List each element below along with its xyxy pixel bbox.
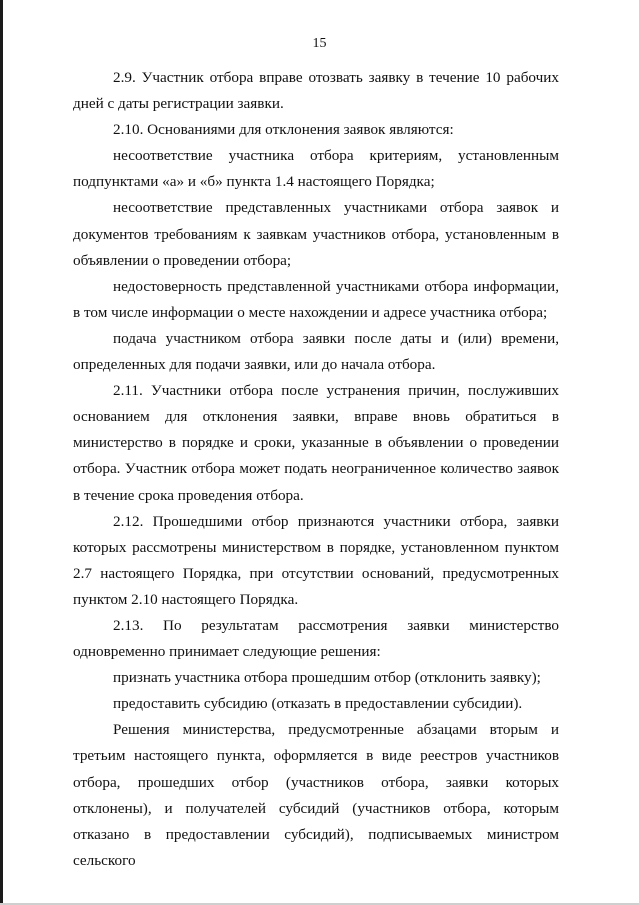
page-number: 15 [312, 36, 327, 51]
paragraph-2-12: 2.12. Прошедшими отбор признаются участники отбора, заявки которых рассмотрены министерством в порядке, установленном пунктом 2.7 настоящего Порядка, при отсутствии оснований, предусмотренных пунктом 2.10 настоящего Порядка. [73, 512, 559, 608]
paragraph-2-13-decisions: Решения министерства, предусмотренные абзацами вторым и третьим настоящего пункта, оформляется в виде реестров участников отбора, прошедших отбор (участников отбора, заявки которых отклонены), и получателей субсидий (участников отбора, которым отказано в предоставлении субсидий), подписываемых министром сельского [73, 721, 559, 869]
paragraph-2-10: 2.10. Основаниями для отклонения заявок являются: [113, 121, 454, 139]
paragraph-2-10-a: несоответствие участника отбора критериям, установленным подпунктами «а» и «б» пункта 1.4 настоящего Порядка; [73, 147, 559, 191]
scan-left-edge [0, 0, 3, 905]
paragraph-2-13-b: предоставить субсидию (отказать в предоставлении субсидии). [113, 695, 523, 713]
paragraph-2-13-a: признать участника отбора прошедшим отбор (отклонить заявку); [113, 669, 541, 687]
paragraph-2-10-b: несоответствие представленных участниками отбора заявок и документов требованиям к заявкам участников отбора, установленным в объявлении о проведении отбора; [73, 199, 559, 269]
paragraph-2-10-c: недостоверность представленной участниками отбора информации, в том числе информации о месте нахождении и адресе участника отбора; [73, 277, 559, 321]
document-body [73, 65, 559, 874]
paragraph-2-13: 2.13. По результатам рассмотрения заявки министерство одновременно принимает следующие решения: [73, 616, 559, 661]
paragraph-2-9: 2.9. Участник отбора вправе отозвать заявку в течение 10 рабочих дней с даты регистрации заявки. [73, 69, 559, 113]
paragraph-2-10-d: подача участником отбора заявки после даты и (или) времени, определенных для подачи заявки, или до начала отбора. [73, 329, 559, 374]
paragraph-2-11: 2.11. Участники отбора после устранения причин, послуживших основанием для отклонения заявки, вправе вновь обратиться в министерство в порядке и сроки, указанные в объявлении о проведении отбора. Участник отбора может подать неограниченное количество заявок в течение срока проведения отбора. [73, 382, 559, 504]
